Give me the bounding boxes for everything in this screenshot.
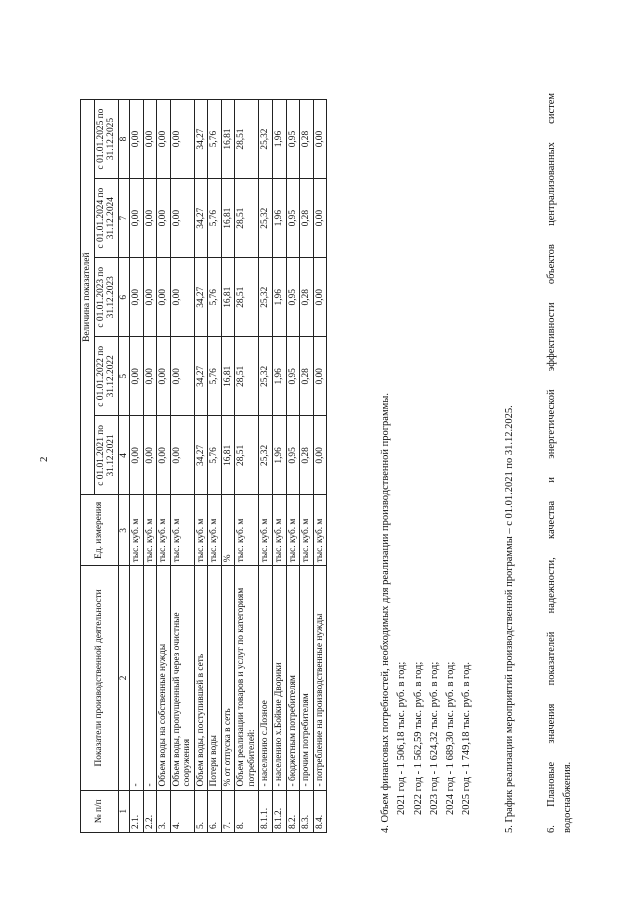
row-value: 0,00	[130, 337, 144, 416]
section-5-text: 5. График реализации мероприятий производственной программы – с 01.01.2021 по 31.12.2025.	[503, 405, 515, 833]
row-number: 6.	[208, 790, 222, 832]
row-indicator: -	[143, 566, 157, 790]
row-value: 0,95	[286, 100, 300, 179]
table-row	[208, 100, 222, 833]
row-value: 0,00	[157, 337, 171, 416]
row-value: 28,51	[235, 258, 259, 337]
row-value: 0,28	[300, 416, 314, 495]
header-period: с 01.01.2024 по 31.12.2024	[94, 179, 118, 258]
financing-line: 2023 год - 1 624,32 тыс. руб. в год;	[428, 661, 440, 815]
row-value: 0,00	[157, 100, 171, 179]
row-value: 0,00	[313, 416, 327, 495]
row-unit: тыс. куб. м	[143, 495, 157, 566]
row-unit: тыс. куб. м	[157, 495, 171, 566]
row-indicator: - населению с.Лозное	[259, 566, 273, 790]
row-value: 0,00	[313, 179, 327, 258]
financing-line: 2021 год - 1 506,18 тыс. руб. в год;	[396, 661, 408, 815]
row-value: 0,28	[300, 337, 314, 416]
row-value: 0,28	[300, 179, 314, 258]
row-value: 16,81	[221, 258, 235, 337]
row-unit: тыс. куб. м	[130, 495, 144, 566]
row-value: 0,00	[313, 258, 327, 337]
row-value: 0,00	[157, 416, 171, 495]
row-value: 34,27	[194, 179, 208, 258]
row-unit: тыс. куб. м	[194, 495, 208, 566]
row-indicator: - прочим потребителям	[300, 566, 314, 790]
row-indicator: Потери воды	[208, 566, 222, 790]
row-value: 28,51	[235, 179, 259, 258]
column-index: 8	[118, 100, 130, 179]
column-index: 4	[118, 416, 130, 495]
row-indicator: Объем воды, пропущенный через очистные сооружения	[170, 566, 194, 790]
row-value: 1,96	[272, 179, 286, 258]
row-indicator: - населению х.Бойкие Дворики	[272, 566, 286, 790]
row-value: 0,00	[170, 258, 194, 337]
table-row	[157, 100, 171, 833]
row-unit: тыс. куб. м	[313, 495, 327, 566]
row-value: 0,95	[286, 258, 300, 337]
row-unit: тыс. куб. м	[208, 495, 222, 566]
row-value: 28,51	[235, 100, 259, 179]
table-row	[259, 100, 273, 833]
header-period: с 01.01.2021 по 31.12.2021	[94, 416, 118, 495]
row-number: 2.1.	[130, 790, 144, 832]
row-number: 5.	[194, 790, 208, 832]
row-number: 2.2.	[143, 790, 157, 832]
table-row	[286, 100, 300, 833]
page-number: 2	[38, 456, 50, 462]
table-row	[235, 100, 259, 833]
row-value: 34,27	[194, 416, 208, 495]
row-value: 0,00	[143, 258, 157, 337]
row-value: 16,81	[221, 179, 235, 258]
row-number: 8.2.	[286, 790, 300, 832]
row-value: 0,00	[170, 337, 194, 416]
row-value: 0,00	[157, 179, 171, 258]
header-unit: Ед. измерения	[81, 495, 119, 566]
row-value: 0,00	[157, 258, 171, 337]
row-value: 16,81	[221, 337, 235, 416]
row-value: 0,00	[130, 100, 144, 179]
section-6-line2: водоснабжения.	[562, 761, 574, 833]
row-value: 0,95	[286, 416, 300, 495]
row-value: 1,96	[272, 100, 286, 179]
row-number: 8.	[235, 790, 259, 832]
column-index: 6	[118, 258, 130, 337]
row-value: 25,32	[259, 337, 273, 416]
row-indicator: Объем реализации товаров и услуг по категориям потребителей:	[235, 566, 259, 790]
row-value: 0,00	[143, 179, 157, 258]
row-unit: тыс. куб. м	[286, 495, 300, 566]
row-unit: %	[221, 495, 235, 566]
row-value: 0,95	[286, 337, 300, 416]
row-value: 0,00	[313, 100, 327, 179]
row-value: 0,00	[143, 416, 157, 495]
financing-line: 2022 год - 1 562,59 тыс. руб. в год;	[412, 661, 424, 815]
row-value: 5,76	[208, 100, 222, 179]
table-row	[170, 100, 194, 833]
row-indicator: -	[130, 566, 144, 790]
row-value: 16,81	[221, 100, 235, 179]
row-value: 25,32	[259, 258, 273, 337]
header-period: с 01.01.2023 по 31.12.2023	[94, 258, 118, 337]
production-indicators-table	[80, 99, 327, 833]
table-row	[313, 100, 327, 833]
row-indicator: % от отпуска в сеть	[221, 566, 235, 790]
row-value: 28,51	[235, 337, 259, 416]
row-value: 0,00	[130, 179, 144, 258]
row-value: 25,32	[259, 100, 273, 179]
row-value: 0,00	[313, 337, 327, 416]
row-value: 5,76	[208, 179, 222, 258]
row-number: 8.1.1.	[259, 790, 273, 832]
row-value: 0,00	[130, 258, 144, 337]
row-value: 0,00	[130, 416, 144, 495]
column-index: 2	[118, 566, 130, 790]
row-unit: тыс. куб. м	[259, 495, 273, 566]
row-indicator: - потребление на производственные нужды	[313, 566, 327, 790]
row-value: 16,81	[221, 416, 235, 495]
row-value: 34,27	[194, 337, 208, 416]
table-row	[130, 100, 144, 833]
row-value: 5,76	[208, 416, 222, 495]
financing-line: 2024 год - 1 689,30 тыс. руб. в год;	[445, 661, 457, 815]
row-value: 25,32	[259, 416, 273, 495]
row-value: 34,27	[194, 258, 208, 337]
column-index: 1	[118, 790, 130, 832]
row-value: 0,00	[170, 416, 194, 495]
row-value: 0,28	[300, 258, 314, 337]
row-value: 0,00	[170, 100, 194, 179]
row-number: 3.	[157, 790, 171, 832]
row-value: 25,32	[259, 179, 273, 258]
table-row	[221, 100, 235, 833]
row-value: 5,76	[208, 258, 222, 337]
row-value: 34,27	[194, 100, 208, 179]
header-values-group: Величина показателей	[81, 100, 95, 495]
table-row	[143, 100, 157, 833]
column-index: 5	[118, 337, 130, 416]
row-value: 1,96	[272, 258, 286, 337]
row-unit: тыс. куб. м	[272, 495, 286, 566]
notes-section	[378, 93, 576, 833]
row-indicator: Объем воды, поступившей в сеть	[194, 566, 208, 790]
table-row	[272, 100, 286, 833]
row-value: 0,00	[143, 337, 157, 416]
row-number: 7.	[221, 790, 235, 832]
column-index: 7	[118, 179, 130, 258]
header-period: с 01.01.2025 по 31.12.2025	[94, 100, 118, 179]
header-indicator: Показатели производственной деятельности	[81, 566, 119, 790]
row-unit: тыс. куб. м	[170, 495, 194, 566]
row-indicator: Объем воды на собственные нужды	[157, 566, 171, 790]
header-period: с 01.01.2022 по 31.12.2022	[94, 337, 118, 416]
column-index: 3	[118, 495, 130, 566]
row-value: 1,96	[272, 337, 286, 416]
table-row	[194, 100, 208, 833]
section-4-title: 4. Объем финансовых потребностей, необходимых для реализации производственной программы.	[380, 393, 391, 833]
row-number: 8.1.2.	[272, 790, 286, 832]
row-unit: тыс. куб. м	[235, 495, 259, 566]
row-value: 28,51	[235, 416, 259, 495]
financing-line: 2025 год - 1 749,18 тыс. руб. в год.	[461, 662, 473, 815]
row-value: 0,95	[286, 179, 300, 258]
table-row	[300, 100, 314, 833]
row-value: 1,96	[272, 416, 286, 495]
row-number: 8.3.	[300, 790, 314, 832]
row-value: 5,76	[208, 337, 222, 416]
row-value: 0,00	[143, 100, 157, 179]
row-unit: тыс. куб. м	[300, 495, 314, 566]
section-6-line1: 6. Плановые значения показателей надежности, качества и энергетической эффективности объектов централизованных систем	[545, 93, 557, 833]
row-value: 0,28	[300, 100, 314, 179]
row-value: 0,00	[170, 179, 194, 258]
row-indicator: - бюджетным потребителям	[286, 566, 300, 790]
header-number: № п/п	[81, 790, 119, 832]
row-number: 8.4.	[313, 790, 327, 832]
row-number: 4.	[170, 790, 194, 832]
